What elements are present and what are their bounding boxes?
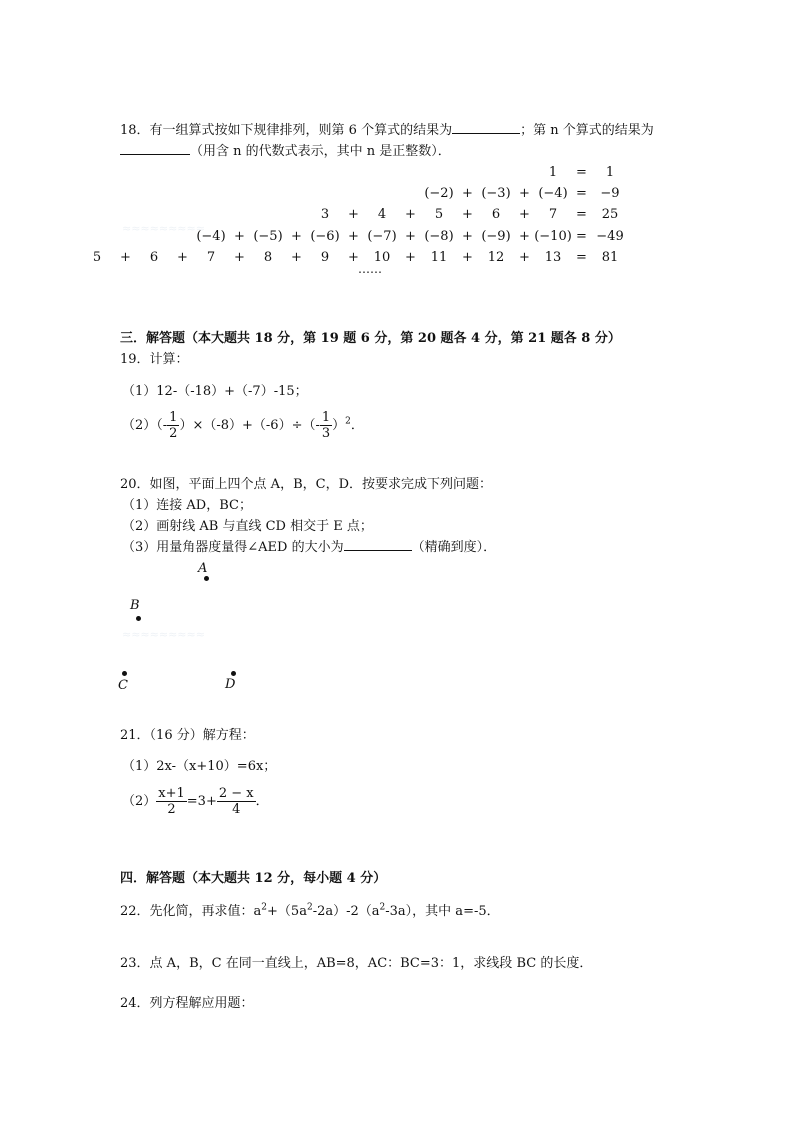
pattern-term: 6 [491,207,501,223]
pattern-term: (−9) [481,228,511,244]
pattern-term: (−3) [481,186,511,202]
operator: = [576,249,587,265]
pattern-term: 7 [548,207,558,223]
fraction: $\frac{2 - x}{4}$ [218,786,254,817]
pattern-term: (−4) [196,228,226,244]
q18-line2: （用含 n 的代数式表示，其中 n 是正整数）． [120,140,451,159]
operator: + [519,186,530,202]
fraction: $\frac{1}{2}$ [169,410,178,441]
point-b [136,616,141,621]
operator: + [519,228,530,244]
pattern-term: (−6) [310,228,340,244]
q21-part1: （1）2x-（x+10）=6x； [122,759,277,774]
point-label-c: C [118,678,128,693]
pattern-term: 5 [434,207,444,223]
operator: + [291,228,302,244]
section-4-heading: 四．解答题（本大题共 12 分，每小题 4 分） [120,871,387,886]
operator: + [348,228,359,244]
q19-part1: （1）12-（-18）+（-7）-15； [122,384,308,399]
operator: + [405,228,416,244]
operator: + [234,228,245,244]
operator: + [291,249,302,265]
operator: + [405,207,416,223]
operator: = [576,228,587,244]
pattern-term: 9 [320,249,330,265]
pattern-term: (−5) [253,228,283,244]
q24-text: 24．列方程解应用题： [120,996,254,1011]
pattern-term: 13 [544,249,562,265]
q20-part3: （3）用量角器度量得∠AED 的大小为 （精确到度）． [122,540,497,555]
fraction: $\frac{1}{3}$ [321,410,331,441]
pattern-term: (−7) [367,228,397,244]
section-3-heading: 三．解答题（本大题共 18 分，第 19 题 6 分，第 20 题各 4 分，第 21 题各 8 分） [120,331,621,346]
operator: + [234,249,245,265]
operator: + [348,207,359,223]
operator: + [348,249,359,265]
q23-text: 23．点 A，B，C 在同一直线上，AB=8，AC：BC=3：1，求线段 BC 的长度． [120,956,593,971]
pattern-term: 8 [263,249,273,265]
watermark: ≈≈≈≈≈≈≈≈≈ [122,628,205,641]
pattern-term: (−2) [424,186,454,202]
operator: + [405,249,416,265]
pattern-term: 11 [430,249,448,265]
operator: + [462,249,473,265]
q22-text: 22．先化简，再求值：$a^2+(5a^2-2a)-2(a^2-3a)$，其中 a=-5． [120,902,500,919]
point-label-d: D [225,677,236,692]
point-label-a: A [198,561,208,576]
pattern-term: 4 [377,207,387,223]
operator: = [576,165,587,180]
point-d [231,671,236,676]
q19-title: 19．计算： [120,352,189,367]
operator: + [462,228,473,244]
answer-blank[interactable] [344,538,412,551]
pattern-term: 6 [149,249,159,265]
q21-part2: （2） $\frac{x+1}{2}$ =3+ $\frac{2 - x}{4}$ ． [122,786,269,817]
pattern-table [0,0,794,300]
operator: + [462,207,473,223]
operator: = [576,207,587,223]
pattern-term: 7 [206,249,216,265]
pattern-term: (−4) [538,186,568,202]
pattern-term: 12 [487,249,505,265]
pattern-term: 3 [320,207,330,223]
pattern-term: (−8) [424,228,454,244]
point-label-b: B [130,598,140,613]
q20-part2: （2）画射线 AB 与直线 CD 相交于 E 点； [122,519,373,534]
operator: + [120,249,131,265]
operator: = [576,186,587,202]
point-c [122,671,127,676]
point-a [204,576,209,581]
operator: + [462,186,473,202]
fraction: $\frac{x+1}{2}$ [158,786,185,817]
pattern-term: −9 [600,186,620,202]
pattern-term: (−10) [534,228,572,244]
operator: + [519,207,530,223]
q20-title: 20．如图，平面上四个点 A，B，C，D．按要求完成下列问题： [120,477,492,492]
operator: + [177,249,188,265]
q20-part1: （1）连接 AD，BC； [122,498,252,513]
q21-title: 21．（16 分）解方程： [120,728,255,743]
ellipsis: …… [358,262,382,276]
pattern-term: 25 [601,207,619,223]
pattern-term: −49 [596,228,624,244]
operator: + [519,249,530,265]
q18-line1: 18．有一组算式按如下规律排列，则第 6 个算式的结果为 ；第 n 个算式的结果为 [120,123,654,138]
watermark: ≈≈≈≈≈≈≈≈≈ [122,222,205,235]
pattern-term: 5 [92,249,102,265]
pattern-term: 1 [548,165,558,180]
pattern-term: 1 [605,165,615,180]
pattern-term: 81 [601,249,619,265]
pattern-term: 10 [373,249,391,265]
q19-part2: （2）（- $\frac{1}{2}$ ）×（-8）+（-6）÷（- $\frac{1}{3}$ ）$^2$． [122,410,364,441]
